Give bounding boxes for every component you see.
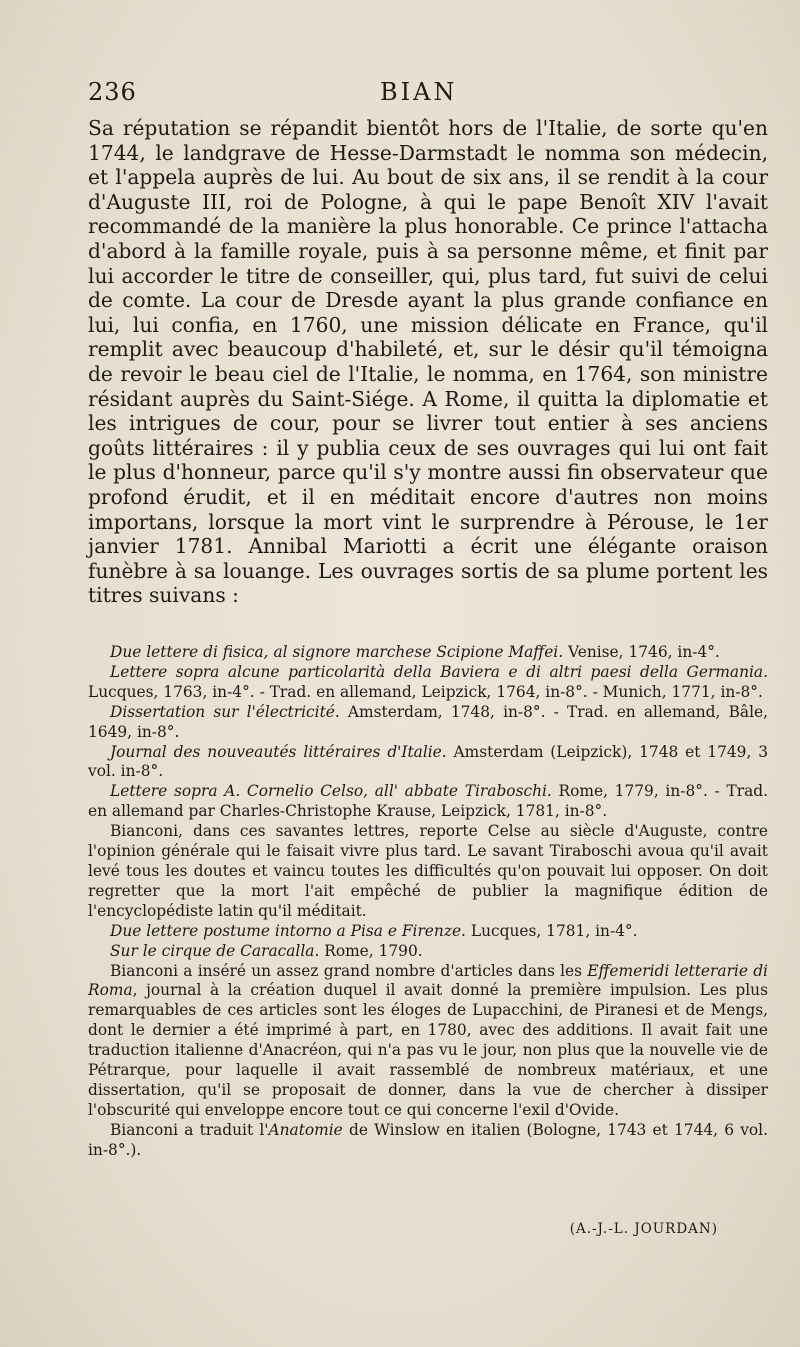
main-text: Sa réputation se répandit bientôt hors de l'Italie, de sorte qu'en 1744, le landgrave de Hesse-Darmstadt le nomma son médecin, et l'appela auprès de lui. Au bout de six ans, il se rendit à la cour d'Auguste III, roi de Pologne, à qui le pape Benoît XIV l'avait recommandé de la manière la plus honorable. Ce prince l'attacha d'abord à la famille royale, puis à sa personne même, et finit par lui accorder le titre de conseiller, qui, plus tard, fut suivi de celui de comte. La cour de Dresde ayant la plus grande confiance en lui, lui confia, en 1760, une mission délicate en France, qu'il remplit avec beaucoup d'habileté, et, sur le désir qu'il témoigna de revoir le beau ciel de l'Italie, le nomma, en 1764, son ministre résidant auprès du Saint-Siége. A Rome, il quitta la diplomatie et les intrigues de cour, pour se livrer tout entier à ses anciens goûts littéraires : il y publia ceux de ses ouvrages qui lui ont fait le plus d'honneur, parce qu'il s'y montre aussi fin observateur que profond érudit, et il en méditait encore d'autres non moins importans, lorsque la mort vint le surprendre à Pérouse, le 1er janvier 1781. Annibal Mariotti a écrit une élégante oraison funèbre à sa louange. Les ouvrages sortis de sa plume portent les titres suivans :	[88, 116, 768, 608]
work-title: Due lettere di fisica, al signore marchese Scipione Maffei.	[110, 643, 564, 661]
work-title: Lettere sopra alcune particolarità della Baviera e di altri paesi della Germania.	[110, 662, 768, 681]
note-title: Anatomie	[268, 1120, 343, 1139]
note-title: Effemeridi letterarie di Roma	[88, 961, 768, 1000]
work-details: Rome, 1790.	[319, 941, 423, 960]
note-text: Bianconi a traduit l'	[110, 1120, 269, 1139]
work-title: Due lettere postume intorno a Pisa e Firenze.	[110, 921, 466, 940]
note-paragraph	[88, 962, 768, 1121]
work-details: Amsterdam, 1748, in-8°. - Trad. en allemand, Bâle, 1649, in-8°.	[88, 702, 768, 741]
work-details: Lucques, 1781, in-4°.	[465, 921, 638, 940]
work-title: Dissertation sur l'électricité.	[110, 702, 340, 721]
work-entry	[88, 922, 768, 942]
work-entry	[88, 663, 768, 703]
page-number: 236	[88, 78, 137, 106]
work-title: Journal des nouveautés littéraires d'Italie.	[110, 742, 447, 761]
work-details: Venise, 1746, in-4°.	[563, 643, 720, 661]
running-head: BIAN	[380, 78, 458, 106]
work-details: Rome, 1779, in-8°. - Trad. en allemand par Charles-Christophe Krause, Leipzick, 1781, in-8°.	[88, 782, 768, 821]
work-entry	[88, 703, 768, 743]
work-details: Amsterdam (Leipzick), 1748 et 1749, 3 vol. in-8°.	[88, 742, 768, 781]
note-text: Bianconi a inséré un assez grand nombre d'articles dans les	[110, 961, 588, 980]
main-paragraph	[88, 116, 768, 608]
work-entry	[88, 782, 768, 822]
work-title: Sur le cirque de Caracalla.	[110, 941, 320, 960]
note-paragraph	[88, 1121, 768, 1161]
note-text: de Winslow en italien (Bologne, 1743 et 1744, 6 vol. in-8°.).	[88, 1120, 768, 1159]
page-header	[88, 78, 748, 114]
work-entry	[88, 743, 768, 783]
author-signature: (A.-J.-L. JOURDAN)	[569, 1221, 718, 1237]
work-title: Lettere sopra A. Cornelio Celso, all' abbate Tiraboschi.	[110, 782, 552, 801]
work-entry	[88, 942, 768, 962]
note-paragraph: Bianconi, dans ces savantes lettres, reporte Celse au siècle d'Auguste, contre l'opinion générale qui le faisait vivre plus tard. Le savant Tiraboschi avoua qu'il avait levé tous les doutes et vaincu toutes les difficultés qu'on pouvait lui opposer. On doit regretter que la mort l'ait empêché de publier la magnifique édition de l'encyclopédiste latin qu'il méditait.	[88, 822, 768, 920]
bibliography	[88, 643, 768, 1161]
work-details: Lucques, 1763, in-4°. - Trad. en allemand, Leipzick, 1764, in-8°. - Munich, 1771, in-8°.	[88, 682, 763, 701]
note-text: , journal à la création duquel il avait donné la première impulsion. Les plus remarquables de ces articles sont les éloges de Lupacchini, de Piranesi et de Mengs, dont le dernier a été imprimé à part, en 1780, avec des additions. Il avait fait une traduction italienne d'Anacréon, qui n'a pas vu le jour, non plus que la nouvelle vie de Pétrarque, pour laquelle il avait rassemblé de nombreux matériaux, et une dissertation, qu'il se proposait de donner, dans la vue de chercher à dissiper l'obscurité qui enveloppe encore tout ce qui concerne l'exil d'Ovide.	[88, 981, 768, 1119]
work-entry	[88, 643, 768, 663]
